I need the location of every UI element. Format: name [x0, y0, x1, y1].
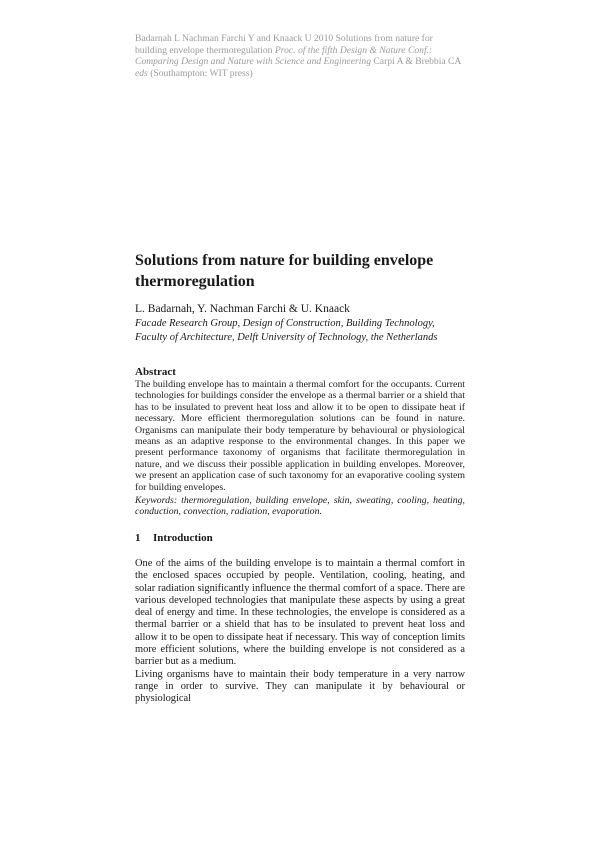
affiliation: Facade Research Group, Design of Construction, Building Technology, Faculty of Architecture, Delft University of Technology, the Netherlands: [135, 318, 438, 343]
section-number: 1: [135, 532, 141, 544]
citation-header: [135, 33, 465, 79]
citation-part-2: Proc. of the fifth Design & Nature Conf.: Comparing Design and Nature with Science and Engineering: [135, 44, 433, 68]
body-paragraph-2: Living organisms have to maintain their body temperature in a very narrow range in order to survive. They can manipulate it by behavioural or physiological: [135, 668, 465, 705]
citation-part-5: (Southampton: WIT press): [150, 67, 253, 79]
citation-part-1: Badarnah L Nachman Farchi Y and Knaack U 2010 Solutions from nature for building envelope thermoregulation: [135, 33, 433, 56]
abstract-heading: Abstract: [135, 366, 176, 378]
introduction-body: [135, 558, 465, 706]
authors: L. Badarnah, Y. Nachman Farchi & U. Knaack: [135, 303, 350, 315]
section-heading-introduction: [135, 532, 213, 544]
citation-part-4: eds: [135, 67, 148, 79]
citation-part-3: Carpi A & Brebbia CA: [373, 56, 461, 68]
section-title: Introduction: [153, 532, 213, 544]
abstract-text: The building envelope has to maintain a thermal comfort for the occupants. Current technologies for buildings consider the envelope as a thermal barrier or a shield that has to be insulated to prevent heat loss and allow it to be open to dissipate heat if necessary. More efficient thermoregulation solutions can be found in nature. Organisms can manipulate their body temperature by behavioural or physiological means as an adaptive response to the environmental changes. In this paper we present performance taxonomy of organisms that facilitate thermoregulation in nature, and we discuss their possible application in building envelopes. Moreover, we present an application case of such taxonomy for an evaporative cooling system for building envelopes.: [135, 379, 465, 493]
paper-title: Solutions from nature for building envelope thermoregulation: [135, 252, 434, 290]
keywords: Keywords: thermoregulation, building envelope, skin, sweating, cooling, heating, conduction, convection, radiation, evaporation.: [135, 495, 465, 518]
body-paragraph-1: One of the aims of the building envelope is to maintain a thermal comfort in the enclosed spaces occupied by people. Ventilation, cooling, heating, and solar radiation significantly influence the thermal comfort of a space. There are various developed technologies that manipulate these aspects by using a great deal of energy and time. In these technologies, the envelope is considered as a thermal barrier or a shield that has to be insulated to prevent heat loss and allow it to be open to dissipate heat if necessary. This way of conception limits more efficient solutions, where the building envelope is not considered as a barrier but as a medium.: [135, 558, 465, 668]
